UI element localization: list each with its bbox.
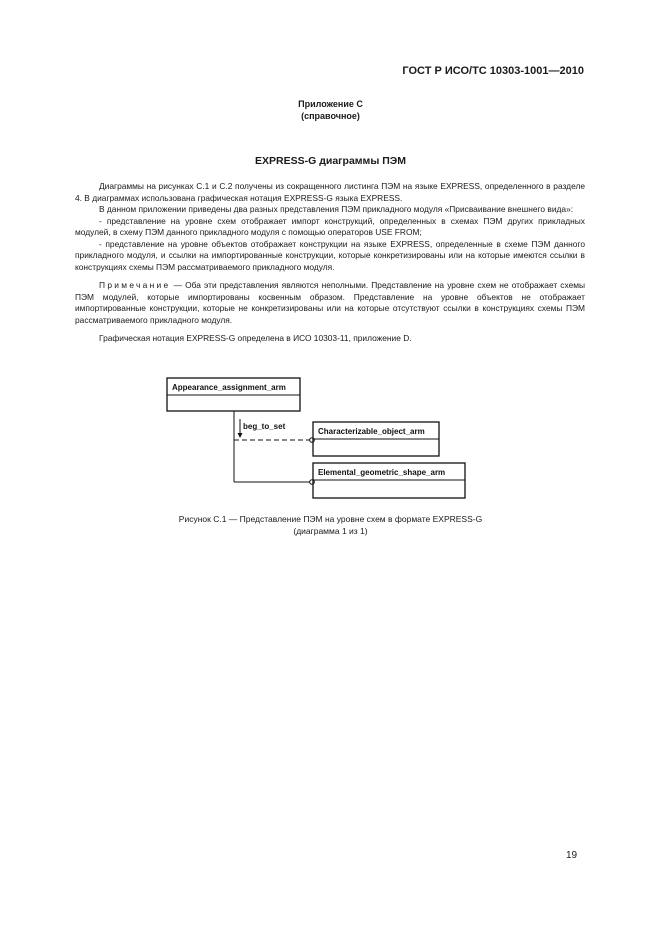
- note-text: — Оба эти представления являются неполными. Представление на уровне схем не отображает схемы ПЭМ модулей, которые импортированы косвенным образом. Представление на уровне объектов не отображает импортированные конструкции, которые не конкретизированы или на которые отсутствуют ссылки в конструкциях схемы ПЭМ рассматриваемого прикладного модуля.: [75, 280, 585, 325]
- annex-subtitle: (справочное): [301, 111, 360, 121]
- annex-title: Приложение С: [298, 99, 363, 109]
- caption-line-1: Рисунок С.1 — Представление ПЭМ на уровне схем в формате EXPRESS-G: [178, 514, 483, 524]
- paragraph-2: В данном приложении приведены два разных представления ПЭМ прикладного модуля «Присваивание внешнего вида»:: [99, 204, 574, 214]
- relation-label: beg_to_set: [243, 422, 286, 431]
- entity-box-characterizable-object: [313, 422, 439, 456]
- entity-label-appearance-assignment: Appearance_assignment_arm: [172, 383, 286, 392]
- entity-box-elemental-geometric-shape: [313, 463, 465, 498]
- section-title: EXPRESS-G диаграммы ПЭМ: [255, 155, 406, 167]
- paragraph-4: - представление на уровне объектов отображает конструкции на языке EXPRESS, определенные в схеме ПЭМ данного прикладного модуля, и ссылки на импортированные конструкции, которые конкретизированы или на которые имеются ссылки в конструкциях схемы ПЭМ рассматриваемого прикладного модуля.: [75, 238, 585, 272]
- caption-line-2: (диаграмма 1 из 1): [293, 525, 368, 536]
- note-label: Примечание: [99, 280, 171, 290]
- entity-box-appearance-assignment: [167, 378, 300, 411]
- arrow-down-icon: [238, 433, 243, 438]
- page-number: 19: [566, 850, 578, 861]
- relation-label-group: [238, 419, 286, 438]
- entity-label-characterizable-object: Characterizable_object_arm: [318, 427, 425, 436]
- paragraph-1: Диаграммы на рисунках С.1 и С.2 получены из сокращенного листинга ПЭМ на языке EXPRESS, определенного в разделе 4. В диаграммах использована графическая нотация EXPRESS-G языка EXPRESS.: [75, 181, 585, 203]
- paragraph-3: - представление на уровне схем отображает импорт конструкций, определенных в схемах ПЭМ других прикладных модулей, в схему ПЭМ данного прикладного модуля с помощью операторов USE FROM;: [75, 215, 585, 237]
- paragraph-5: Графическая нотация EXPRESS-G определена в ИСО 10303-11, приложение D.: [99, 333, 412, 343]
- entity-label-elemental-geometric-shape: Elemental_geometric_shape_arm: [318, 468, 446, 477]
- figure-caption: [0, 514, 661, 537]
- document-header: ГОСТ Р ИСО/ТС 10303-1001—2010: [402, 65, 584, 77]
